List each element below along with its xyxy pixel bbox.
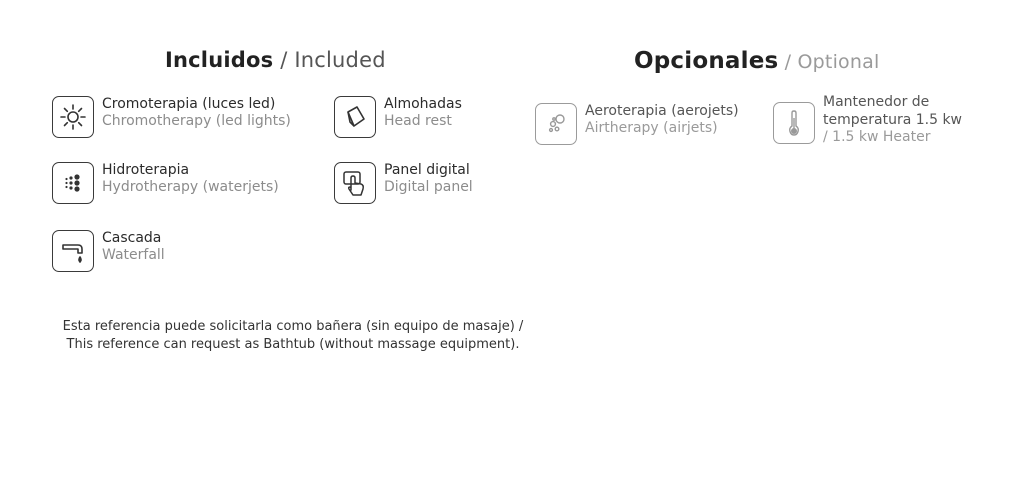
optional-title-main: Opcionales bbox=[634, 48, 779, 74]
included-title-separator: / bbox=[273, 48, 295, 72]
feature-label-en: Waterfall bbox=[102, 247, 165, 263]
feature-label-es-line2: temperatura 1.5 kw bbox=[823, 111, 962, 128]
bathtub-note: Esta referencia puede solicitarla como bañera (sin equipo de masaje) / This reference can request as Bathtub (without massage equipment). bbox=[62, 319, 524, 352]
feature-label-es: Cromoterapia (luces led) bbox=[102, 96, 276, 112]
feature-label-es: Hidroterapia bbox=[102, 162, 190, 178]
included-title-translation: Included bbox=[294, 48, 386, 72]
optional-section-title bbox=[634, 48, 879, 74]
feature-label-en: Hydrotherapy (waterjets) bbox=[102, 179, 279, 195]
touch-panel-icon bbox=[334, 162, 376, 204]
feature-chromotherapy bbox=[52, 96, 291, 138]
sun-icon bbox=[52, 96, 94, 138]
included-title-main: Incluidos bbox=[165, 48, 274, 72]
feature-label-en: Digital panel bbox=[384, 179, 473, 195]
pillow-icon bbox=[334, 96, 376, 138]
feature-head-rest bbox=[334, 96, 462, 138]
included-section-title bbox=[165, 48, 386, 72]
feature-label-es: Aeroterapia (aerojets) bbox=[585, 103, 739, 119]
feature-heater bbox=[773, 96, 962, 147]
feature-hydrotherapy bbox=[52, 162, 279, 204]
feature-label-en: Airtherapy (airjets) bbox=[585, 120, 718, 136]
feature-label-en: Chromotherapy (led lights) bbox=[102, 113, 291, 129]
feature-label-es-line1: Mantenedor de bbox=[823, 94, 930, 110]
optional-title-separator: / bbox=[778, 51, 798, 73]
water-jets-icon bbox=[52, 162, 94, 204]
bubbles-icon bbox=[535, 103, 577, 145]
optional-title-translation: Optional bbox=[797, 51, 880, 73]
feature-waterfall bbox=[52, 230, 165, 272]
feature-label-es: Almohadas bbox=[384, 96, 462, 112]
feature-label-en: / 1.5 kw Heater bbox=[823, 129, 931, 145]
faucet-icon bbox=[52, 230, 94, 272]
feature-airtherapy bbox=[535, 103, 739, 145]
thermometer-icon bbox=[773, 102, 815, 144]
feature-label-es: Cascada bbox=[102, 230, 162, 246]
feature-label-en: Head rest bbox=[384, 113, 452, 129]
feature-digital-panel bbox=[334, 162, 473, 204]
feature-label-es: Panel digital bbox=[384, 162, 470, 178]
